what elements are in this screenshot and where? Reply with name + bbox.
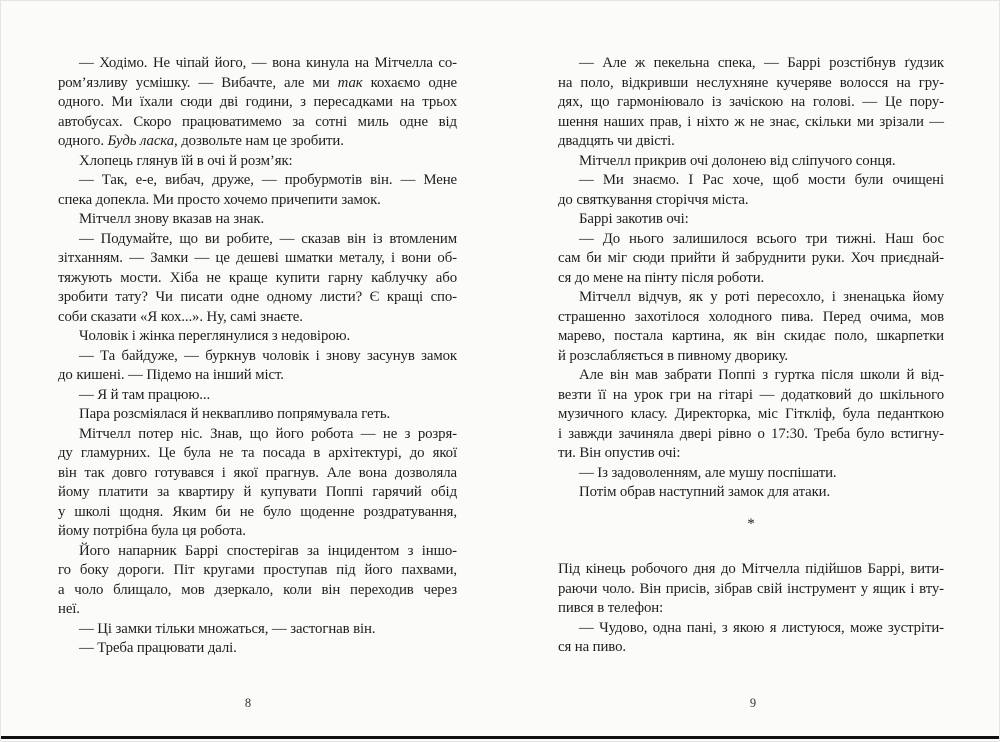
text-line: йому платити за квартиру й купувати Поппі гарячий обід	[58, 484, 457, 500]
text-line: Пара розсміялася й неквапливо попрямувала геть.	[79, 406, 391, 422]
page-left-text	[58, 54, 457, 659]
text-line: — Так, е-е, вибач, друже, — пробурмотів він. — Мене	[79, 172, 457, 188]
text-line: до святкування сторіччя міста.	[558, 191, 749, 208]
text-line: — Ми знаємо. І Рас хоче, щоб мости були очищені	[579, 172, 944, 188]
text-line: одного. Будь ласка, дозвольте нам це зробити.	[58, 133, 344, 149]
text-line: — Та байдуже, — буркнув чоловік і знову засунув замок	[79, 347, 457, 364]
text-line: — Подумайте, що ви робите, — сказав він із втомленим	[79, 230, 457, 247]
text-line: — Чудово, одна пані, з якою я листуюся, може зустріти-	[579, 619, 944, 636]
text-line: Мітчелл знову вказав на знак.	[79, 211, 265, 227]
text-line: — До нього залишилося всього три тижні. Наш бос	[579, 230, 944, 247]
text-line: тяжують мости. Хіба не краще купити гарну каблучку або	[58, 269, 457, 286]
text-line: Але він мав забрати Поппі з гуртка після школи й від-	[579, 367, 944, 383]
text-line: сам би міг сюди прийти й забруднити руки. Хоч приєднай-	[558, 250, 944, 266]
text-line: страшенно захотілося холодного пива. Перед очима, мов	[558, 308, 944, 325]
text-line: пився в телефон:	[558, 600, 664, 616]
text-line: дях, що гармоніювало із зачіскою на голові. — Це пору-	[558, 94, 944, 110]
text-line: й розслабляється в пивному дворику.	[558, 347, 788, 364]
text-line: він так довго готувався і якої прагнув. Але вона дозволяла	[58, 464, 457, 481]
text-line: ся на пиво.	[558, 639, 626, 655]
text-line: у школі щодня. Яким би не було щоденне роздратування,	[58, 503, 457, 520]
bottom-bar	[1, 736, 999, 739]
text-line: неї.	[58, 601, 80, 617]
text-line: на поло, відкривши неслухняне кучеряве волосся на гру-	[558, 74, 944, 91]
text-line: марево, постала картина, як він скидає поло, шкарпетки	[558, 328, 944, 344]
text-line: йому потрібна була ця робота.	[58, 523, 246, 539]
text-line: музичного класу. Директорка, міс Гіткліф, була педанткою	[558, 406, 944, 422]
text-line: везти її на урок гри на гітарі — додатковий до шкільного	[558, 386, 944, 403]
text-line: Мітчелл прикрив очі долонею від сліпучого сонця.	[579, 152, 896, 169]
text-line: спека допекла. Ми просто хочемо причепити замок.	[58, 191, 381, 208]
text-line: одного. Ми їхали сюди дві години, з пересадками на трьох	[58, 94, 457, 110]
text-line: ром’язливу усмішку. — Вибачте, але ми так кохаємо одне	[58, 74, 457, 91]
text-line: Мітчелл відчув, як у роті пересохло, і зненацька йому	[579, 289, 944, 305]
text-line: Потім обрав наступний замок для атаки.	[579, 484, 831, 500]
text-line: — Треба працювати далі.	[79, 640, 237, 656]
text-line: Мітчелл потер ніс. Знав, що його робота — не з розря-	[79, 425, 457, 442]
scene-break-asterisk: *	[747, 515, 755, 532]
text-line: Хлопець глянув їй в очі й розм’як:	[79, 152, 293, 169]
text-line: ся до мене на пінту після роботи.	[558, 269, 765, 286]
text-line: — Із задоволенням, але мушу поспішати.	[579, 464, 837, 481]
text-line: Під кінець робочого дня до Мітчелла підійшов Баррі, вити-	[558, 561, 944, 577]
text-line: автобусах. Скоро працюватимемо за сотні миль одне від	[58, 113, 457, 130]
text-line: — Ці замки тільки множаться, — застогнав він.	[79, 620, 376, 637]
text-line: ти. Він опустив очі:	[558, 445, 681, 461]
text-line: раючи чоло. Він присів, зібрав свій інструмент у ящик і вту-	[558, 580, 944, 597]
text-line: зітханням. — Замки — це дешеві шматки металу, і вони об-	[58, 250, 457, 266]
text-line: Чоловік і жінка переглянулися з недовірою.	[79, 328, 351, 344]
text-line: шення наших прав, і ніхто ж не знає, скільки ми зрізали —	[558, 113, 944, 130]
text-line: — Ходімо. Не чіпай його, — вона кинула на Мітчелла со-	[79, 55, 457, 71]
text-line: соби сказати «Я кох...». Ну, самі знаєте.	[58, 308, 303, 325]
text-line: а чоло блищало, мов дзеркало, коли він переходив через	[58, 581, 457, 598]
text-line: до кишені. — Підемо на інший міст.	[58, 367, 284, 383]
text-line: двадцять чи двісті.	[558, 133, 675, 149]
text-line: — Але ж пекельна спека, — Баррі розстібнув ґудзик	[579, 55, 944, 71]
text-line: Баррі закотив очі:	[579, 211, 689, 227]
text-line: Його напарник Баррі спостерігав за інцидентом з іншо-	[79, 542, 457, 559]
page-number-left: 8	[244, 696, 252, 710]
page-number-right: 9	[749, 696, 757, 710]
page-right-text	[558, 54, 944, 658]
text-line: го боку дороги. Піт кругами проступав під його пахвами,	[58, 562, 457, 578]
text-line: і завжди зачиняла двері рівно о 17:30. Треба було встигну-	[558, 425, 944, 442]
text-line: ду гламурних. Це була не та посада в архітектурі, до якої	[58, 445, 457, 461]
text-line: — Я й там працюю...	[79, 386, 211, 403]
text-line: зробити тату? Чи писати одне одному листи? Є кращі спо-	[58, 289, 457, 305]
